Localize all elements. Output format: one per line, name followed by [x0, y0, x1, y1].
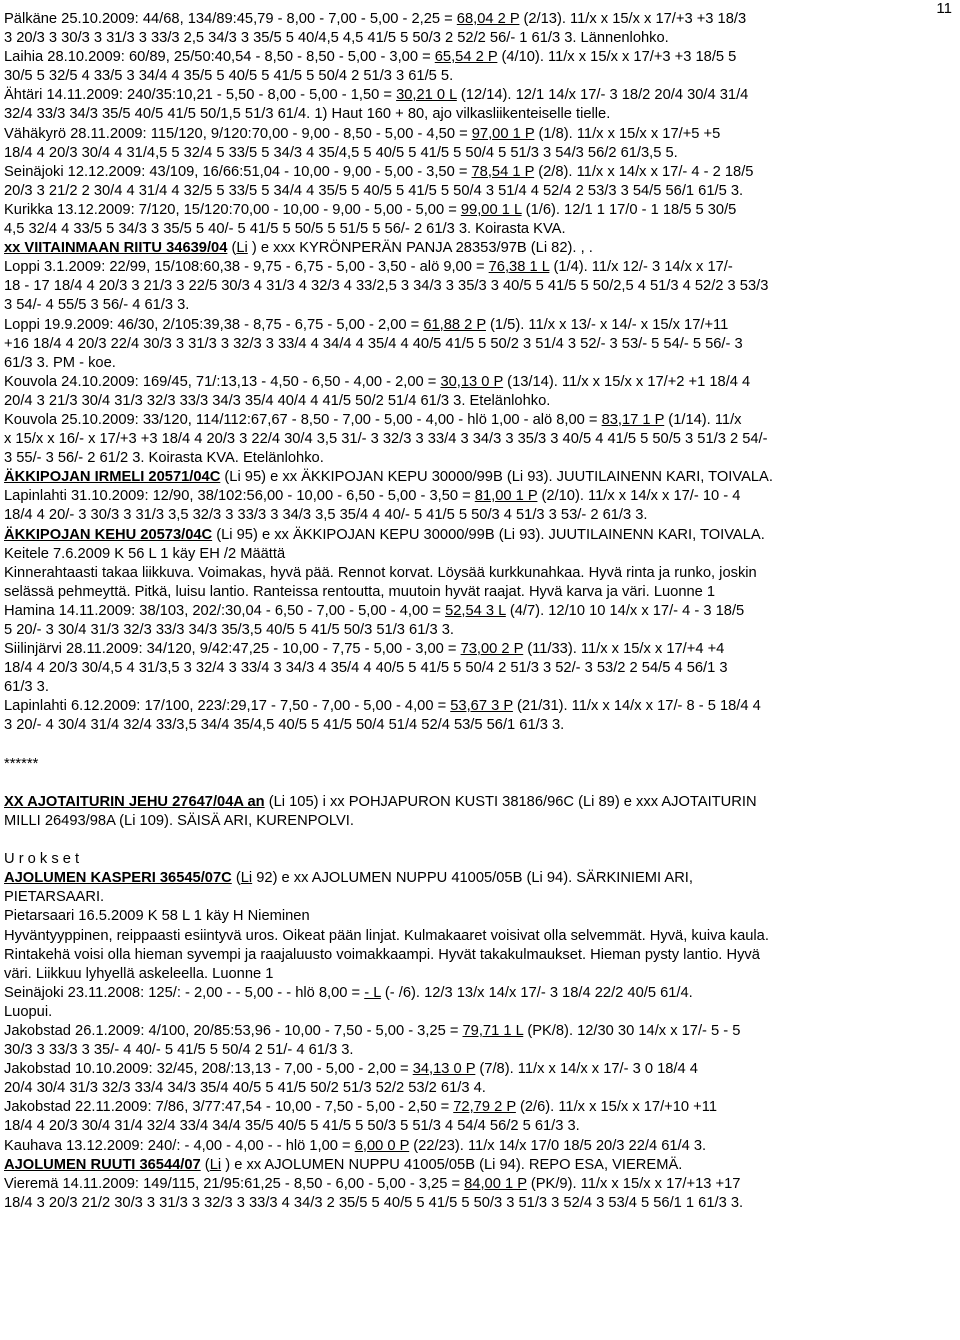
underlined-text: 84,00 1 P — [464, 1175, 527, 1192]
text-segment: ( — [231, 870, 241, 887]
text-line — [4, 1060, 957, 1079]
text-segment: (PK/9). 11/x x 15/x x 17/+13 +17 — [526, 1175, 741, 1192]
text-segment: (Li 95) e xx ÄKKIPOJAN KEPU 30000/99B (Li 93). JUUTILAINENN KARI, TOIVALA. — [212, 526, 765, 543]
text-segment: 18/4 4 20/3 30/4 4 31/4,5 5 32/4 5 33/5 5 34/3 4 35/4,5 5 40/5 5 41/5 5 50/4 5 51/3 3 54/3 56/2 61/3,5 5. — [4, 144, 678, 161]
entry-heading: ÄKKIPOJAN IRMELI 20571/04C — [4, 469, 221, 486]
text-line — [4, 678, 957, 697]
text-line — [4, 125, 957, 144]
text-segment: Kurikka 13.12.2009: 7/120, 15/120:70,00 - 10,00 - 9,00 - 5,00 - 5,00 = — [4, 201, 461, 218]
underlined-text: 52,54 3 L — [445, 602, 506, 619]
text-segment: 61/3 3. — [4, 679, 49, 696]
text-segment: (PK/8). 12/30 30 14/x x 17/- 5 - 5 — [523, 1022, 741, 1039]
text-line — [4, 907, 957, 926]
underlined-text: 99,00 1 L — [460, 201, 522, 218]
text-line — [4, 1175, 957, 1194]
text-segment: ( — [200, 1156, 210, 1173]
text-segment: Jakobstad 22.11.2009: 7/86, 3/77:47,54 - 10,00 - 7,50 - 5,00 - 2,50 = — [4, 1099, 454, 1116]
underlined-text: Li — [240, 870, 253, 887]
text-line — [4, 965, 957, 984]
text-segment: (1/14). 11/x — [664, 411, 742, 428]
text-segment: 30/5 5 32/5 4 33/5 3 34/4 4 35/5 5 40/5 5 41/5 5 50/4 2 51/3 3 61/5 5. — [4, 68, 454, 85]
text-line — [4, 927, 957, 946]
underlined-text: 30,13 0 P — [440, 373, 504, 390]
text-line — [4, 67, 957, 86]
entry-heading: AJOLUMEN RUUTI 36544/07 — [4, 1156, 201, 1173]
text-line — [4, 354, 957, 373]
underlined-text: - L — [364, 984, 381, 1001]
entry-heading: AJOLUMEN KASPERI 36545/07C — [4, 870, 232, 887]
underlined-text: 76,38 1 L — [488, 259, 550, 276]
text-segment: (Li 95) e xx ÄKKIPOJAN KEPU 30000/99B (Li 93). JUUTILAINENN KARI, TOIVALA. — [220, 469, 773, 486]
text-line — [4, 1194, 957, 1213]
entry-heading: xx VIITAINMAAN RIITU 34639/04 — [4, 240, 228, 257]
text-segment: +16 18/4 4 20/3 22/4 30/3 3 31/3 3 32/3 3 33/4 4 34/4 4 35/4 4 40/5 41/5 5 50/2 3 51/4 3 52/- 3 53/- 5 54/- 5 56/- 3 — [4, 335, 743, 352]
text-segment: (2/6). 11/x x 15/x x 17/+10 +11 — [515, 1099, 717, 1116]
text-segment: 20/3 3 21/2 2 30/4 4 31/4 4 32/5 5 33/5 5 34/4 4 35/5 5 40/5 5 41/5 5 50/4 3 51/4 4 52/4 2 53/3 3 54/5 56/1 61/5 3. — [4, 182, 744, 199]
text-segment: (1/5). 11/x x 13/- x 14/- x 15/x 17/+11 — [485, 316, 729, 333]
text-line — [4, 86, 957, 105]
text-line — [4, 640, 957, 659]
text-segment: 32/4 33/3 34/3 35/5 40/5 41/5 50/1,5 51/3 61/4. 1) Haut 160 + 80, ajo vilkasliikenteiselle tielle. — [4, 106, 611, 123]
underlined-text: 78,54 1 P — [471, 163, 535, 180]
text-segment: (1/4). 11/x 12/- 3 14/x x 17/- — [549, 259, 733, 276]
text-segment: Hyväntyyppinen, reippaasti esiintyvä uros. Oikeat pään linjat. Kulmakaaret voisivat olla selvemmät. Hyvä, kuiva kaula. — [4, 927, 769, 944]
text-segment: Kouvola 24.10.2009: 169/45, 71/:13,13 - 4,50 - 6,50 - 4,00 - 2,00 = — [4, 373, 441, 390]
underlined-text: 97,00 1 P — [471, 125, 535, 142]
text-segment: 3 20/- 4 30/4 31/4 32/4 33/3,5 34/4 35/4,5 40/5 5 41/5 50/4 51/4 52/4 53/5 56/1 61/3 3. — [4, 717, 565, 734]
entry-heading: ÄKKIPOJAN KEHU 20573/04C — [4, 526, 213, 543]
text-segment: Kauhava 13.12.2009: 240/: - 4,00 - 4,00 - - hlö 1,00 = — [4, 1137, 355, 1154]
text-line — [4, 29, 957, 48]
text-segment: 18/4 4 20/- 3 30/3 3 31/3 3,5 32/3 3 33/3 3 34/3 3,5 35/4 4 40/- 5 41/5 5 50/3 4 51/3 3 53/- 2 61/3 3. — [4, 507, 648, 524]
text-line — [4, 755, 957, 774]
text-line — [4, 48, 957, 67]
text-segment: 92) e xx AJOLUMEN NUPPU 41005/05B (Li 94). SÄRKINIEMI ARI, — [252, 870, 693, 887]
underlined-text: 30,21 0 L — [396, 87, 457, 104]
text-segment: (7/8). 11/x x 14/x x 17/- 3 0 18/4 4 — [475, 1061, 698, 1078]
text-segment: (21/31). 11/x x 14/x x 17/- 8 - 5 18/4 4 — [512, 698, 761, 715]
text-segment: 18/4 4 20/3 30/4 31/4 32/4 33/4 34/4 35/5 40/5 5 41/5 5 50/3 5 51/3 4 54/4 56/2 5 61/3 3. — [4, 1118, 580, 1135]
text-segment: 18 - 17 18/4 4 20/3 3 21/3 3 22/5 30/3 4 31/3 4 32/3 4 33/2,5 3 34/3 3 35/3 3 40/5 5 41/5 5 50/2,5 4 51/3 4 52/2 3 53/3 — [4, 278, 769, 295]
text-segment: (2/10). 11/x x 14/x x 17/- 10 - 4 — [537, 488, 741, 505]
text-line — [4, 659, 957, 678]
text-segment: (22/23). 11/x 14/x 17/0 18/5 20/3 22/4 61/4 3. — [409, 1137, 707, 1154]
text-line — [4, 697, 957, 716]
text-segment: (1/6). 12/1 1 17/0 - 1 18/5 5 30/5 — [521, 201, 737, 218]
text-segment: 18/4 3 20/3 21/2 30/3 3 31/3 3 32/3 3 33/3 4 34/3 2 35/5 5 40/5 5 41/5 5 50/3 3 51/3 3 52/4 3 53/4 5 56/1 1 61/3 3. — [4, 1194, 744, 1211]
text-segment: Seinäjoki 23.11.2008: 125/: - 2,00 - - 5,00 - - hlö 8,00 = — [4, 984, 365, 1001]
document-body — [4, 10, 957, 1213]
text-segment: 20/4 30/4 31/3 32/3 33/4 34/3 35/4 40/5 5 41/5 50/2 51/3 52/2 53/2 61/3 4. — [4, 1080, 486, 1097]
text-line — [4, 1117, 957, 1136]
text-segment: väri. Liikkuu lyhyellä askeleella. Luonne 1 — [4, 965, 274, 982]
underlined-text: 72,79 2 P — [453, 1099, 516, 1116]
text-segment: Kinnerahtaasti takaa liikkuva. Voimakas, hyvä pää. Rennot korvat. Löysää kurkkunahkaa. Hyvä rinta ja runko, joskin — [4, 564, 757, 581]
text-segment: Jakobstad 26.1.2009: 4/100, 20/85:53,96 - 10,00 - 7,50 - 5,00 - 3,25 = — [4, 1022, 463, 1039]
text-line — [4, 1079, 957, 1098]
text-line — [4, 430, 957, 449]
underlined-text: Li — [209, 1156, 222, 1173]
underlined-text: 83,17 1 P — [601, 411, 665, 428]
text-line — [4, 1156, 957, 1175]
text-segment: Loppi 3.1.2009: 22/99, 15/108:60,38 - 9,75 - 6,75 - 5,00 - 3,50 - alö 9,00 = — [4, 259, 489, 276]
text-line — [4, 621, 957, 640]
text-line — [4, 1041, 957, 1060]
text-line — [4, 258, 957, 277]
text-segment: Keitele 7.6.2009 K 56 L 1 käy EH /2 Määttä — [4, 545, 286, 562]
text-line — [4, 163, 957, 182]
text-line — [4, 1098, 957, 1117]
text-line — [4, 373, 957, 392]
text-segment: x 15/x x 16/- x 17/+3 +3 18/4 4 20/3 3 22/4 30/4 3,5 31/- 3 32/3 3 33/4 3 34/3 3 35/3 3 40/5 4 41/5 5 50/5 3 51/3 2 54/- — [4, 431, 768, 448]
text-line — [4, 468, 957, 487]
text-line — [4, 545, 957, 564]
text-line — [4, 449, 957, 468]
text-segment: (13/14). 11/x x 15/x x 17/+2 +1 18/4 4 — [503, 373, 751, 390]
text-segment: Pietarsaari 16.5.2009 K 58 L 1 käy H Nieminen — [4, 908, 310, 925]
underlined-text: 34,13 0 P — [412, 1061, 476, 1078]
text-segment: Ähtäri 14.11.2009: 240/35:10,21 - 5,50 - 8,00 - 5,00 - 1,50 = — [4, 87, 397, 104]
text-segment: Vähäkyrö 28.11.2009: 115/120, 9/120:70,00 - 9,00 - 8,50 - 5,00 - 4,50 = — [4, 125, 472, 142]
underlined-text: 53,67 3 P — [450, 698, 513, 715]
text-line — [4, 526, 957, 545]
text-line — [4, 316, 957, 335]
text-segment: PIETARSAARI. — [4, 889, 105, 906]
text-segment: (2/8). 11/x x 14/x x 17/- 4 - 2 18/5 — [534, 163, 754, 180]
text-line — [4, 239, 957, 258]
text-line — [4, 946, 957, 965]
text-segment: Siilinjärvi 28.11.2009: 34/120, 9/42:47,25 - 10,00 - 7,75 - 5,00 - 3,00 = — [4, 641, 461, 658]
underlined-text: Li — [236, 240, 248, 257]
underlined-text: 81,00 1 P — [474, 488, 538, 505]
text-segment: Lapinlahti 31.10.2009: 12/90, 38/102:56,00 - 10,00 - 6,50 - 5,00 - 3,50 = — [4, 488, 475, 505]
text-line — [4, 984, 957, 1003]
text-segment: (- /6). 12/3 13/x 14/x 17/- 3 18/4 22/2 40/5 61/4. — [380, 984, 693, 1001]
text-line — [4, 220, 957, 239]
text-line — [4, 793, 957, 812]
text-segment: Vieremä 14.11.2009: 149/115, 21/95:61,25 - 8,50 - 6,00 - 5,00 - 3,25 = — [4, 1175, 465, 1192]
text-line — [4, 335, 957, 354]
text-segment: (11/33). 11/x x 15/x x 17/+4 +4 — [523, 641, 725, 658]
text-line — [4, 716, 957, 735]
underlined-text: 73,00 2 P — [460, 641, 524, 658]
text-segment: Pälkäne 25.10.2009: 44/68, 134/89:45,79 - 8,00 - 7,00 - 5,00 - 2,25 = — [4, 11, 457, 27]
text-line — [4, 774, 957, 793]
text-segment: 3 20/3 3 30/3 3 31/3 3 33/3 2,5 34/3 3 35/5 5 40/4,5 4,5 41/5 5 50/3 2 52/2 56/- 1 61/3 3. Lännenlohko. — [4, 30, 669, 47]
text-segment: U r o k s e t — [4, 851, 80, 868]
text-segment: ) e xx AJOLUMEN NUPPU 41005/05B (Li 94). REPO ESA, VIEREMÄ. — [221, 1156, 683, 1173]
text-segment: 20/4 3 21/3 30/4 31/3 32/3 33/3 34/3 35/4 40/4 4 41/5 50/2 51/4 61/3 3. Etelänlohko. — [4, 392, 551, 409]
underlined-text: 6,00 0 P — [354, 1137, 410, 1154]
text-segment: 30/3 3 33/3 3 35/- 4 40/- 5 41/5 5 50/4 2 51/- 4 61/3 3. — [4, 1042, 354, 1059]
text-segment: Hamina 14.11.2009: 38/103, 202/:30,04 - 6,50 - 7,00 - 5,00 - 4,00 = — [4, 602, 446, 619]
text-line — [4, 1137, 957, 1156]
text-segment: (2/13). 11/x x 15/x x 17/+3 +3 18/3 — [519, 11, 747, 27]
page-number: 11 — [936, 0, 952, 17]
text-line — [4, 392, 957, 411]
text-line — [4, 10, 957, 29]
text-line — [4, 506, 957, 525]
text-line — [4, 869, 957, 888]
text-line — [4, 201, 957, 220]
text-line — [4, 583, 957, 602]
text-line — [4, 296, 957, 315]
text-segment: 18/4 4 20/3 30/4,5 4 31/3,5 3 32/4 3 33/4 3 34/3 4 35/4 4 40/5 5 41/5 5 50/4 2 51/3 3 52/- 3 53/2 2 54/5 4 56/1 3 — [4, 660, 728, 677]
text-segment: 61/3 3. PM - koe. — [4, 354, 116, 371]
text-segment: Rintakehä voisi olla hieman syvempi ja raajaluusto voimakkaampi. Hyvät takakulmaukset. Hieman pysty lantio. Hyvä — [4, 946, 760, 963]
text-line — [4, 831, 957, 850]
underlined-text: 68,04 2 P — [456, 11, 520, 27]
text-segment: (Li 105) i xx POHJAPURON KUSTI 38186/96C (Li 89) e xxx AJOTAITURIN — [264, 793, 757, 810]
entry-heading: XX AJOTAITURIN JEHU 27647/04A an — [4, 793, 265, 810]
text-segment: Seinäjoki 12.12.2009: 43/109, 16/66:51,04 - 10,00 - 9,00 - 5,00 - 3,50 = — [4, 163, 472, 180]
text-segment: Loppi 19.9.2009: 46/30, 2/105:39,38 - 8,75 - 6,75 - 5,00 - 2,00 = — [4, 316, 424, 333]
text-line — [4, 1003, 957, 1022]
text-segment: 3 55/- 3 56/- 2 61/2 3. Koirasta KVA. Etelänlohko. — [4, 450, 324, 467]
underlined-text: 61,88 2 P — [423, 316, 486, 333]
text-segment: ( — [227, 240, 237, 257]
text-line — [4, 277, 957, 296]
text-line — [4, 602, 957, 621]
text-segment: MILLI 26493/98A (Li 109). SÄISÄ ARI, KURENPOLVI. — [4, 812, 354, 829]
underlined-text: 65,54 2 P — [434, 49, 498, 66]
text-line — [4, 736, 957, 755]
text-segment: 5 20/- 3 30/4 31/3 32/3 33/3 34/3 35/3,5 40/5 5 41/5 50/3 51/3 61/3 3. — [4, 622, 454, 638]
text-line — [4, 888, 957, 907]
text-line — [4, 144, 957, 163]
text-line — [4, 182, 957, 201]
text-segment: Laihia 28.10.2009: 60/89, 25/50:40,54 - 8,50 - 8,50 - 5,00 - 3,00 = — [4, 49, 435, 66]
text-segment: (1/8). 11/x x 15/x x 17/+5 +5 — [534, 125, 721, 142]
text-line — [4, 105, 957, 124]
text-segment: Kouvola 25.10.2009: 33/120, 114/112:67,67 - 8,50 - 7,00 - 5,00 - 4,00 - hlö 1,00 - alö 8,00 = — [4, 411, 602, 428]
text-line — [4, 1022, 957, 1041]
text-line — [4, 411, 957, 430]
text-segment: Luopui. — [4, 1003, 53, 1020]
text-segment: (4/10). 11/x x 15/x x 17/+3 +3 18/5 5 — [497, 49, 737, 66]
text-segment: ) e xxx KYRÖNPERÄN PANJA 28353/97B (Li 82). , . — [247, 240, 593, 257]
underlined-text: 79,71 1 L — [462, 1022, 524, 1039]
text-segment: (12/14). 12/1 14/x 17/- 3 18/2 20/4 30/4 31/4 — [456, 87, 749, 104]
text-segment: 3 54/- 4 55/5 3 56/- 4 61/3 3. — [4, 297, 190, 314]
text-line — [4, 850, 957, 869]
text-segment: ****** — [4, 755, 39, 772]
text-segment: Lapinlahti 6.12.2009: 17/100, 223/:29,17 - 7,50 - 7,00 - 5,00 - 4,00 = — [4, 698, 451, 715]
text-line — [4, 564, 957, 583]
text-segment: (4/7). 12/10 10 14/x x 17/- 4 - 3 18/5 — [505, 602, 745, 619]
text-segment: 4,5 32/4 4 33/5 5 34/3 3 35/5 5 40/- 5 41/5 5 50/5 5 51/5 5 56/- 2 61/3 3. Koirasta KVA. — [4, 221, 566, 238]
text-line — [4, 487, 957, 506]
text-segment: Jakobstad 10.10.2009: 32/45, 208/:13,13 - 7,00 - 5,00 - 2,00 = — [4, 1061, 413, 1078]
text-line — [4, 812, 957, 831]
text-segment: selässä pehmeyttä. Pitkä, luisu lantio. Ranteissa rentoutta, muutoin hyvät raajat. Hyvä karva ja väri. Luonne 1 — [4, 583, 716, 600]
